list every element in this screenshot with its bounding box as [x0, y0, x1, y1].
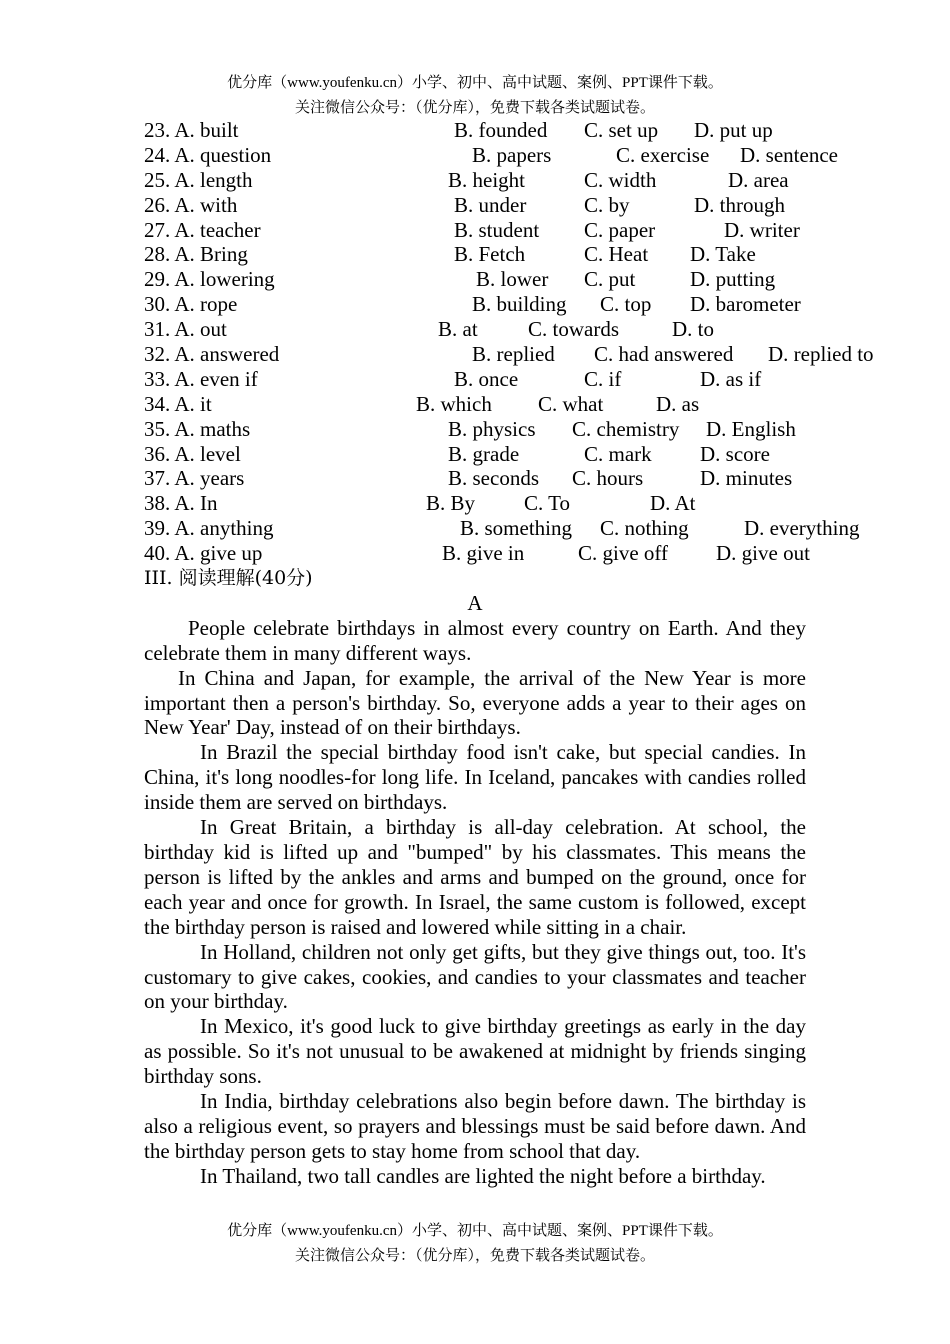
question-row [144, 317, 806, 342]
option-b: B. physics [448, 416, 536, 441]
option-c: C. top [600, 292, 652, 317]
option-b: B. which [416, 391, 492, 416]
option-d: D. barometer [690, 292, 801, 317]
option-b: B. building [472, 292, 567, 317]
question-row [144, 267, 806, 292]
option-b: B. replied [472, 342, 555, 367]
question-row [144, 118, 806, 143]
option-c: C. width [584, 167, 657, 192]
question-row [144, 142, 838, 168]
option-b: B. lower [476, 267, 549, 292]
question-row [144, 342, 874, 367]
option-d: D. score [700, 441, 770, 466]
option-a: 23. A. built [144, 118, 239, 142]
paragraph: In China and Japan, for example, the arrival of the New Year is more important then a person's birthday. So, everyone adds a year to their ages on New Year' Day, instead of on their birthdays. [144, 665, 806, 740]
option-b: B. founded [454, 118, 548, 142]
option-b: B. height [448, 167, 525, 192]
paragraph: In Brazil the special birthday food isn't cake, but special candies. In China, it's long noodles-for long life. In Iceland, pancakes with candies rolled inside them are served on birthdays. [144, 740, 806, 815]
question-row [144, 168, 806, 193]
paragraph: In Thailand, two tall candles are lighted the night before a birthday. [200, 1163, 766, 1188]
option-a: 24. A. question [144, 142, 272, 167]
section-heading: III. 阅读理解(40分) [144, 567, 313, 590]
option-a: 40. A. give up [144, 541, 263, 566]
option-d: D. At [650, 491, 696, 516]
option-d: D. Take [690, 242, 756, 267]
question-list [144, 118, 874, 566]
option-b: B. grade [448, 441, 520, 466]
option-c: C. Heat [584, 242, 649, 267]
option-a: 35. A. maths [144, 416, 251, 441]
option-a: 29. A. lowering [144, 267, 275, 292]
option-d: D. sentence [740, 142, 838, 167]
option-c: C. what [538, 391, 604, 416]
question-row [144, 516, 860, 541]
paragraph: In India, birthday celebrations also begin before dawn. The birthday is also a religious event, so prayers and blessings must be said before dawn. And the birthday person gets to stay home from school that day. [144, 1089, 806, 1163]
question-row [144, 193, 806, 218]
option-c: C. if [584, 366, 622, 391]
option-b: B. at [438, 317, 478, 342]
option-c: C. had answered [594, 342, 734, 367]
paragraph: People celebrate birthdays in almost every country on Earth. And they celebrate them in many different ways. [144, 615, 806, 665]
option-d: D. English [706, 416, 796, 441]
option-d: D. to [672, 317, 714, 342]
question-row [144, 491, 806, 516]
option-d: D. as [656, 391, 700, 416]
option-b: B. under [454, 192, 527, 217]
option-d: D. put up [694, 118, 773, 142]
header-line-1: 优分库（www.youfenku.cn）小学、初中、高中试题、案例、PPT课件下载。 [227, 75, 723, 91]
question-row [144, 392, 806, 417]
question-row [144, 417, 806, 442]
option-d: D. minutes [700, 466, 793, 491]
question-row [144, 442, 806, 467]
option-a: 39. A. anything [144, 516, 274, 541]
option-a: 26. A. with [144, 192, 238, 217]
option-c: C. exercise [616, 142, 710, 167]
option-d: D. as if [700, 366, 762, 391]
option-b: B. By [426, 491, 476, 516]
passage-title: A [467, 590, 483, 615]
document-body [144, 118, 874, 1189]
header-line-2: 关注微信公众号：（优分库），免费下载各类试题试卷。 [294, 100, 655, 116]
option-c: C. give off [578, 541, 669, 566]
option-a: 32. A. answered [144, 342, 280, 367]
option-c: C. put [584, 267, 636, 292]
paragraph: In Mexico, it's good luck to give birthday greetings as early in the day as possible. So it's not unusual to be awakened at midnight by friends singing birthday sons. [144, 1014, 806, 1089]
option-d: D. everything [744, 516, 860, 541]
option-b: B. student [454, 217, 540, 242]
option-a: 25. A. length [144, 167, 253, 192]
option-c: C. towards [528, 317, 619, 342]
option-a: 31. A. out [144, 317, 227, 342]
option-d: D. putting [690, 267, 776, 292]
option-d: D. area [728, 167, 789, 192]
option-b: B. seconds [448, 466, 539, 491]
option-c: C. chemistry [572, 416, 680, 441]
paragraph: In Holland, children not only get gifts, but they give things out, too. It's customary to give cakes, cookies, and candies to your classmates and teacher on your birthday. [144, 939, 806, 1014]
option-d: D. through [694, 192, 785, 217]
option-a: 38. A. In [144, 491, 218, 516]
option-d: D. replied to [768, 342, 874, 367]
option-b: B. once [454, 366, 519, 391]
paragraph: In Great Britain, a birthday is all-day celebration. At school, the birthday kid is lifted up and "bumped" by his classmates. This means the person is lifted by the ankles and arms and bumped on the ground, once for each year and once for growth. In Israel, the same custom is followed, except the birthday person is raised and lowered while sitting in a chair. [144, 815, 806, 939]
option-c: C. set up [584, 118, 659, 142]
option-a: 33. A. even if [144, 366, 258, 391]
question-row [144, 541, 810, 566]
option-a: 34. A. it [144, 391, 212, 416]
question-row [144, 242, 806, 267]
footer-line-2: 关注微信公众号：（优分库），免费下载各类试题试卷。 [294, 1248, 655, 1264]
option-a: 36. A. level [144, 441, 241, 466]
footer-line-1: 优分库（www.youfenku.cn）小学、初中、高中试题、案例、PPT课件下载。 [227, 1223, 723, 1239]
option-b: B. Fetch [454, 242, 526, 267]
option-a: 28. A. Bring [144, 242, 248, 267]
option-c: C. mark [584, 441, 652, 466]
question-row [144, 466, 806, 491]
option-c: C. hours [572, 466, 644, 491]
option-b: B. something [460, 516, 573, 541]
option-c: C. by [584, 192, 630, 217]
option-d: D. give out [716, 541, 810, 566]
question-row [144, 218, 806, 243]
option-c: C. paper [584, 217, 656, 242]
question-row [144, 292, 806, 317]
option-a: 27. A. teacher [144, 217, 261, 242]
option-c: C. To [524, 491, 570, 516]
option-b: B. give in [442, 541, 525, 566]
option-c: C. nothing [600, 516, 689, 541]
option-a: 30. A. rope [144, 292, 238, 317]
question-row [144, 367, 806, 392]
option-a: 37. A. years [144, 466, 245, 491]
option-b: B. papers [472, 142, 552, 167]
option-d: D. writer [724, 217, 800, 242]
